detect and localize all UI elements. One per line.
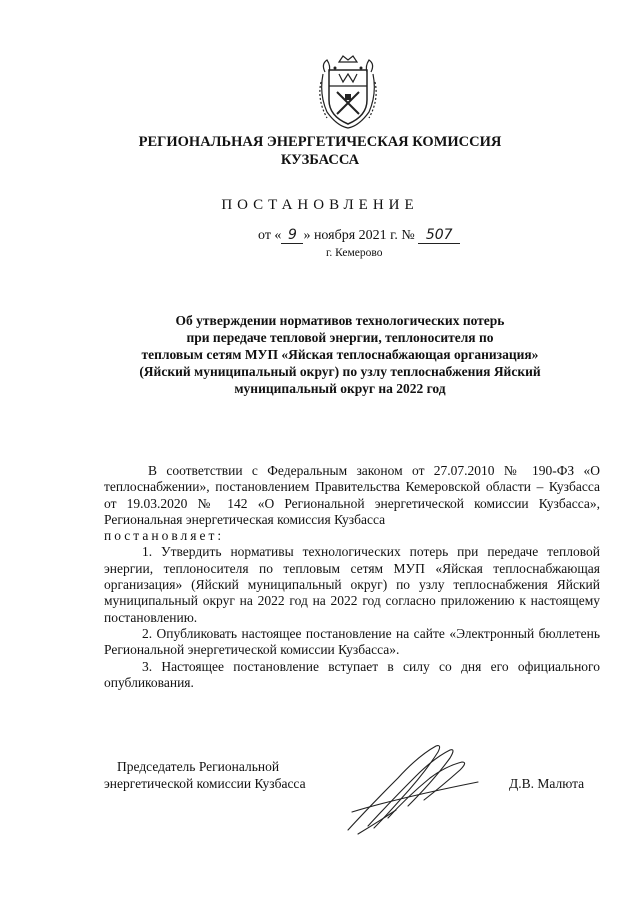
organization-name-line1: РЕГИОНАЛЬНАЯ ЭНЕРГЕТИЧЕСКАЯ КОМИССИЯ bbox=[138, 134, 502, 150]
title-line: (Яйский муниципальный округ) по узлу теплоснабжения Яйский bbox=[139, 364, 541, 379]
date-month-year: » ноября 2021 г. № bbox=[303, 228, 415, 243]
item-3: 3. Настоящее постановление вступает в силу со дня его официального опубликования. bbox=[104, 658, 600, 690]
handwritten-day: 9 bbox=[281, 227, 303, 244]
handwritten-signature-icon bbox=[338, 738, 488, 838]
document-title bbox=[110, 312, 570, 397]
item-2: 2. Опубликовать настоящее постановление на сайте «Электронный бюллетень Региональной энергетической комиссии Кузбасса». bbox=[104, 625, 600, 658]
signer-name: Д.В. Малюта bbox=[509, 776, 585, 791]
handwritten-number: 507 bbox=[418, 227, 460, 244]
document-body bbox=[104, 463, 600, 691]
signer-position-line1: Председатель Региональной bbox=[117, 759, 280, 774]
organization-name-line2: КУЗБАССА bbox=[280, 152, 360, 168]
title-line: муниципальный округ на 2022 год bbox=[234, 381, 446, 396]
signer-position-line2: энергетической комиссии Кузбасса bbox=[104, 776, 306, 791]
coat-of-arms-icon bbox=[317, 54, 379, 130]
signer-position bbox=[104, 758, 306, 792]
city: г. Кемерово bbox=[326, 247, 383, 259]
item-1: 1. Утвердить нормативы технологических потерь при передаче тепловой энергии, теплоносителя по тепловым сетям МУП «Яйская теплоснабжающая организация» (Яйский муниципальный округ) по узлу теплоснабжения Яйский муниципальный округ на 2022 год на 2022 год согласно приложению к настоящему постановлению. bbox=[104, 544, 600, 625]
document-date-line bbox=[258, 227, 460, 244]
title-line: тепловым сетям МУП «Яйская теплоснабжающая организация» bbox=[141, 347, 539, 362]
resolves-word: постановляет: bbox=[104, 528, 225, 544]
date-prefix: от « bbox=[258, 228, 282, 243]
title-line: при передаче тепловой энергии, теплоносителя по bbox=[186, 330, 494, 345]
intro-paragraph: В соответствии с Федеральным законом от 27.07.2010 № 190-ФЗ «О теплоснабжении», постановлением Правительства Кемеровской области – Кузбасса от 19.03.2020 № 142 «О Региональной энергетической комиссии Кузбасса», Региональная энергетическая комиссия Кузбасса bbox=[104, 463, 600, 527]
title-line: Об утверждении нормативов технологических потерь bbox=[175, 313, 505, 328]
document-type: ПОСТАНОВЛЕНИЕ bbox=[221, 197, 419, 213]
